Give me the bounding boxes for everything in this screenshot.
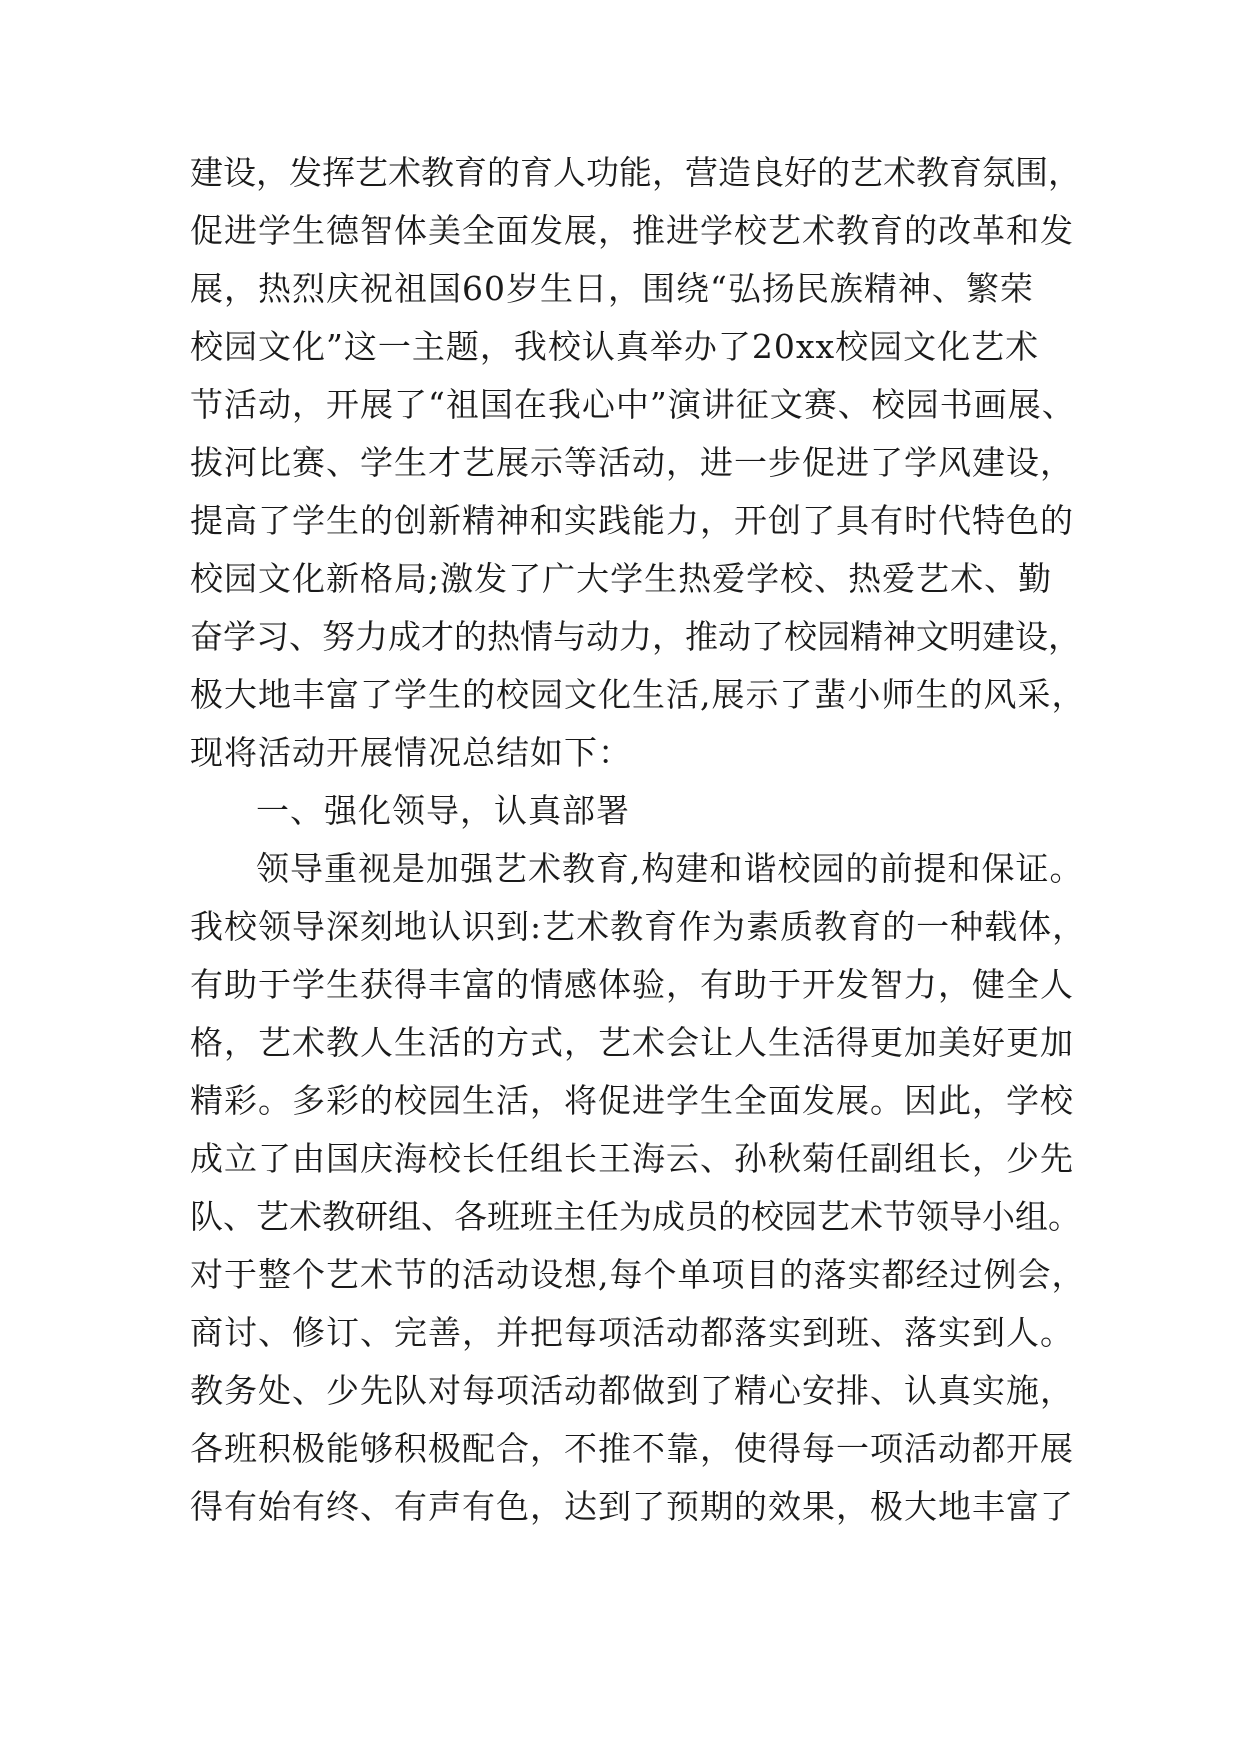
text-line: 现将活动开展情况总结如下： bbox=[190, 733, 632, 772]
text-line: 拔河比赛、学生才艺展示等活动，进一步促进了学风建设， bbox=[190, 443, 1074, 482]
text-line: 各班积极能够积极配合，不推不靠，使得每一项活动都开展 bbox=[190, 1429, 1074, 1468]
text-line: 校园文化新格局;激发了广大学生热爱学校、热爱艺术、勤 bbox=[190, 559, 1053, 598]
text-line: 有助于学生获得丰富的情感体验，有助于开发智力，健全人 bbox=[190, 965, 1074, 1004]
text-line: 提高了学生的创新精神和实践能力，开创了具有时代特色的 bbox=[190, 501, 1074, 540]
text-line: 商讨、修订、完善，并把每项活动都落实到班、落实到人。 bbox=[190, 1313, 1074, 1352]
text-line: 我校领导深刻地认识到:艺术教育作为素质教育的一种载体， bbox=[190, 907, 1087, 946]
text-line: 格，艺术教人生活的方式，艺术会让人生活得更加美好更加 bbox=[190, 1023, 1074, 1062]
text-line: 得有始有终、有声有色，达到了预期的效果，极大地丰富了 bbox=[190, 1487, 1074, 1526]
text-line: 对于整个艺术节的活动设想,每个单项目的落实都经过例会， bbox=[190, 1255, 1086, 1294]
text-line: 成立了由国庆海校长任组长王海云、孙秋菊任副组长，少先 bbox=[190, 1139, 1074, 1178]
text-line: 奋学习、努力成才的热情与动力，推动了校园精神文明建设， bbox=[190, 617, 1081, 656]
text-line: 展，热烈庆祝祖国60岁生日，围绕“弘扬民族精神、繁荣 bbox=[190, 269, 1034, 308]
text-line: 队、艺术教研组、各班班主任为成员的校园艺术节领导小组。 bbox=[190, 1197, 1081, 1236]
text-line: 节活动，开展了“祖国在我心中”演讲征文赛、校园书画展、 bbox=[190, 385, 1076, 424]
text-line: 精彩。多彩的校园生活，将促进学生全面发展。因此，学校 bbox=[190, 1081, 1074, 1120]
section-heading: 一、强化领导，认真部署 bbox=[256, 791, 630, 830]
text-line: 极大地丰富了学生的校园文化生活,展示了蜚小师生的风采， bbox=[190, 675, 1086, 714]
text-line: 校园文化”这一主题，我校认真举办了20xx校园文化艺术 bbox=[190, 327, 1040, 366]
text-line: 促进学生德智体美全面发展，推进学校艺术教育的改革和发 bbox=[190, 211, 1074, 250]
text-line: 建设，发挥艺术教育的育人功能，营造良好的艺术教育氛围， bbox=[190, 153, 1081, 192]
paragraph-first-line: 领导重视是加强艺术教育,构建和谐校园的前提和保证。 bbox=[256, 849, 1084, 888]
text-line: 教务处、少先队对每项活动都做到了精心安排、认真实施， bbox=[190, 1371, 1074, 1410]
